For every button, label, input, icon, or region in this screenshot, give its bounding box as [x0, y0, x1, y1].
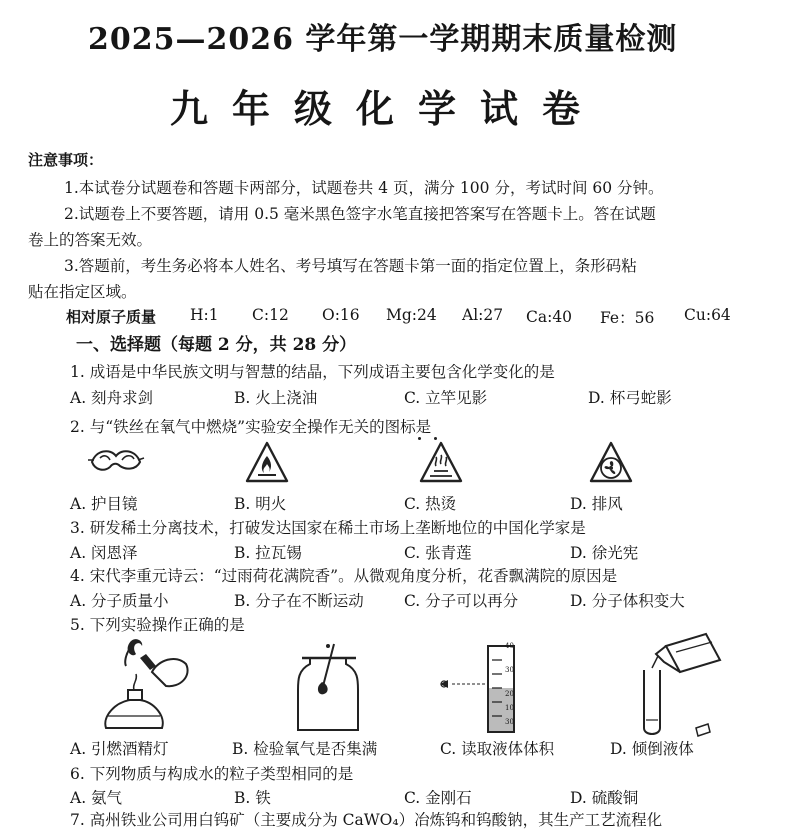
question-1-option-b: B. 火上浇油 — [234, 389, 318, 407]
question-6-option-d: D. 硫酸铜 — [570, 789, 639, 807]
question-6-option-c: C. 金刚石 — [404, 789, 472, 807]
question-3-stem: 3. 研发稀土分离技术，打破发达国家在稀土市场上垄断地位的中国化学家是 — [70, 519, 586, 537]
question-2-option-c: C. 热烫 — [404, 495, 457, 513]
atomic-mass-cu: Cu:64 — [684, 306, 731, 324]
question-6-option-b: B. 铁 — [234, 789, 271, 807]
question-3-option-c: C. 张青莲 — [404, 544, 472, 562]
cylinder-tick-label: 20 — [505, 690, 514, 698]
open-flame-icon — [244, 440, 290, 486]
question-4-option-d: D. 分子体积变大 — [570, 592, 685, 610]
section-1-title: 一、选择题（每题 2 分，共 28 分） — [76, 335, 357, 355]
atomic-mass-ca: Ca:40 — [526, 308, 573, 326]
question-5-stem: 5. 下列实验操作正确的是 — [70, 616, 245, 634]
note-item-3a: 3.答题前，考生务必将本人姓名、考号填写在答题卡第一面的指定位置上，条形码粘 — [64, 257, 637, 275]
exam-title-line2: 九年级化学试卷 — [170, 86, 605, 131]
alcohol-lamp-figure — [96, 636, 192, 736]
note-item-3b: 贴在指定区域。 — [28, 283, 137, 301]
notes-heading: 注意事项： — [28, 151, 104, 169]
question-1-stem: 1. 成语是中华民族文明与智慧的结晶，下列成语主要包含化学变化的是 — [70, 363, 555, 381]
question-5-option-b: B. 检验氧气是否集满 — [232, 740, 378, 758]
atomic-mass-h: H:1 — [190, 306, 219, 324]
cylinder-tick-label: 30 — [505, 718, 514, 726]
question-3-option-b: B. 拉瓦锡 — [234, 544, 302, 562]
question-4-stem: 4. 宋代李重元诗云：“过雨荷花满院香”。从微观角度分析，花香飘满院的原因是 — [70, 567, 618, 585]
question-5-option-c: C. 读取液体体积 — [440, 740, 555, 758]
question-2-option-b: B. 明火 — [234, 495, 287, 513]
question-1-option-c: C. 立竿见影 — [404, 389, 488, 407]
note-item-2a: 2.试题卷上不要答题，请用 0.5 毫米黑色签字水笔直接把答案写在答题卡上。答在试题 — [64, 205, 656, 223]
question-1-option-d: D. 杯弓蛇影 — [588, 389, 672, 407]
question-5-option-d: D. 倾倒液体 — [610, 740, 694, 758]
question-4-option-a: A. 分子质量小 — [70, 592, 169, 610]
ventilation-fan-icon — [588, 440, 634, 486]
question-7-stem-partial: 7. 高州铁业公司用白钨矿（主要成分为 CaWO₄）冶炼钨和钨酸钠，其生产工艺流程化 — [70, 811, 663, 829]
atomic-mass-o: O:16 — [322, 306, 360, 324]
note-item-1: 1.本试卷分试题卷和答题卡两部分，试题卷共 4 页，满分 100 分，考试时间 60 分钟。 — [64, 179, 664, 197]
exam-title-line1: 2025—2026 学年第一学期期末质量检测 — [88, 22, 678, 57]
hot-surface-icon — [418, 440, 464, 486]
note-item-2b: 卷上的答案无效。 — [28, 231, 153, 249]
goggles-icon — [86, 440, 146, 480]
question-3-option-d: D. 徐光宪 — [570, 544, 639, 562]
atomic-mass-al: Al:27 — [462, 306, 504, 324]
question-2-option-a: A. 护目镜 — [70, 495, 138, 513]
cylinder-tick-label: 10 — [505, 704, 514, 712]
cylinder-tick-label: 40 — [505, 642, 514, 650]
question-4-option-c: C. 分子可以再分 — [404, 592, 519, 610]
atomic-mass-fe: Fe：56 — [600, 309, 655, 327]
question-6-option-a: A. 氨气 — [70, 789, 123, 807]
gas-jar-figure — [292, 640, 366, 736]
question-2-option-d: D. 排风 — [570, 495, 623, 513]
cylinder-tick-label: 30 — [505, 666, 514, 674]
question-3-option-a: A. 闵恩泽 — [70, 544, 138, 562]
question-6-stem: 6. 下列物质与构成水的粒子类型相同的是 — [70, 765, 354, 783]
question-4-option-b: B. 分子在不断运动 — [234, 592, 364, 610]
question-1-option-a: A. 刻舟求剑 — [70, 389, 154, 407]
atomic-mass-mg: Mg:24 — [386, 306, 437, 324]
question-5-option-a: A. 引燃酒精灯 — [70, 740, 169, 758]
atomic-mass-c: C:12 — [252, 306, 289, 324]
pour-liquid-figure — [636, 628, 726, 740]
question-2-stem: 2. 与“铁丝在氧气中燃烧”实验安全操作无关的图标是 — [70, 418, 432, 436]
atomic-mass-label: 相对原子质量 — [66, 308, 157, 326]
